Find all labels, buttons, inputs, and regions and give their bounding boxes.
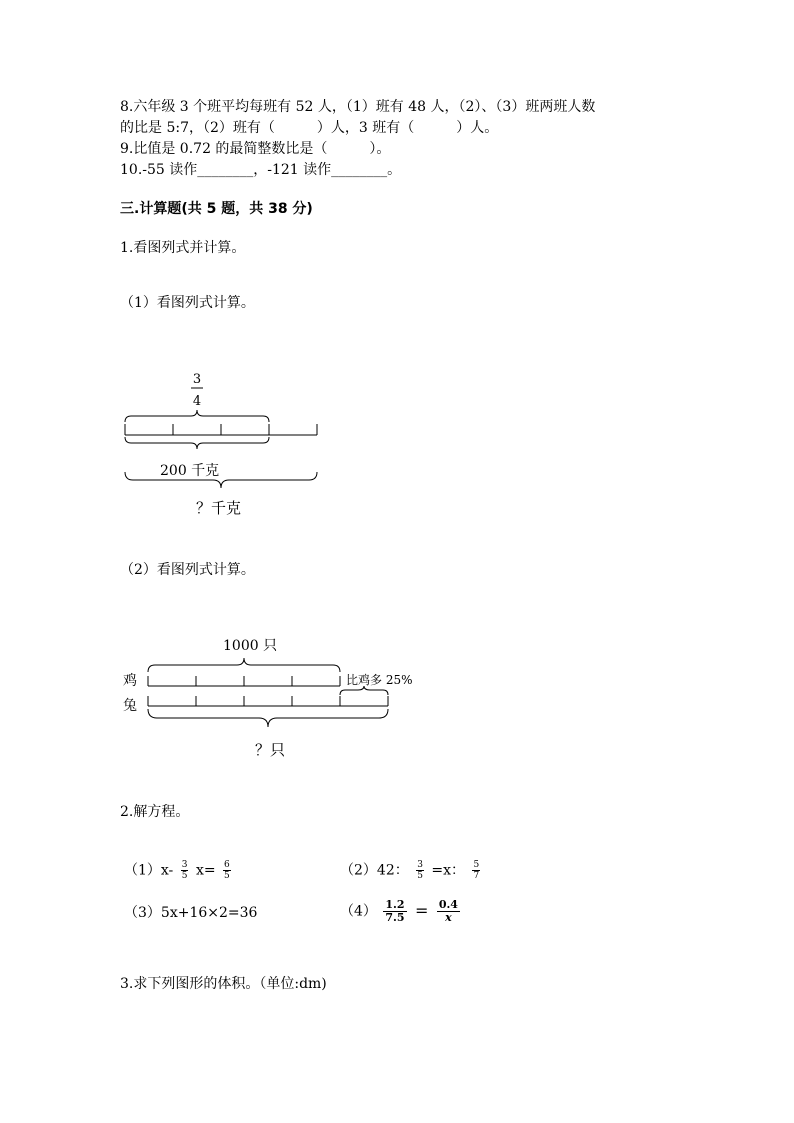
chicken-brace xyxy=(148,658,340,672)
question-8-line-2: 的比是 5:7，（2）班有（ ）人，3 班有（ ）人。 xyxy=(120,120,499,136)
equation-4-fraction-a: $\frac{1.2}{7.5}$ xyxy=(385,898,405,924)
question-9: 9.比值是 0.72 的最简整数比是（ ）。 xyxy=(120,141,391,157)
rabbit-extra-brace xyxy=(340,686,388,695)
label-200-kg: 200 千克 xyxy=(160,463,220,479)
label-chicken: 鸡 xyxy=(123,673,137,689)
problem-1-sub-2-title: （2）看图列式计算。 xyxy=(120,562,255,578)
section-3-title: 三.计算题(共 5 题，共 38 分) xyxy=(120,201,313,217)
equation-2-fraction-a: $\frac{3}{5}$ xyxy=(417,860,423,881)
question-10: 10.-55 读作________，-121 读作________。 xyxy=(120,162,402,178)
fraction-denominator: 4 xyxy=(192,394,202,409)
label-rabbit: 兔 xyxy=(123,698,137,714)
equation-1-fraction-a: $\frac{3}{5}$ xyxy=(181,860,188,881)
equation-2 xyxy=(340,860,483,881)
fraction-three-quarters xyxy=(191,372,203,409)
label-more-25-percent: 比鸡多 25% xyxy=(346,673,413,687)
equation-2-prefix: （2）42： xyxy=(340,862,409,879)
segment-ticks xyxy=(125,424,317,435)
equation-1-prefix: （1）x- xyxy=(124,862,174,879)
equation-4 xyxy=(340,899,462,924)
equation-2-fraction-b: $\frac{5}{7}$ xyxy=(473,860,480,881)
middle-brace xyxy=(125,437,269,449)
equation-4-prefix: （4） xyxy=(340,903,377,920)
equation-1 xyxy=(124,860,234,881)
label-unknown-kg: ？千克 xyxy=(196,499,242,517)
equation-4-fraction-b: $\frac{0.4}{x}$ xyxy=(438,898,458,924)
label-1000: 1000 只 xyxy=(223,638,278,654)
question-8-line-1: 8.六年级 3 个班平均每班有 52 人，（1）班有 48 人，（2）、（3）班两班人数 xyxy=(120,99,596,115)
problem-1-sub-1-title: （1）看图列式计算。 xyxy=(120,295,255,311)
problem-3-title: 3.求下列图形的体积。（单位:dm) xyxy=(120,976,327,992)
bottom-brace xyxy=(125,472,317,488)
chicken-ticks xyxy=(148,676,340,686)
equation-1-fraction-b: $\frac{6}{5}$ xyxy=(224,860,230,881)
equation-2-mid: =x： xyxy=(431,862,466,879)
rabbit-ticks xyxy=(148,696,388,706)
equation-3: （3）5x+16×2=36 xyxy=(124,905,258,921)
label-unknown-count: ？只 xyxy=(255,741,286,759)
problem-1-title: 1.看图列式并计算。 xyxy=(120,240,246,256)
top-brace xyxy=(125,410,269,422)
equation-4-equals: = xyxy=(414,900,429,920)
fraction-numerator: 3 xyxy=(192,372,202,387)
equation-1-mid: x= xyxy=(195,862,216,879)
problem-2-title: 2.解方程。 xyxy=(120,804,190,820)
rabbit-total-brace xyxy=(148,709,388,727)
